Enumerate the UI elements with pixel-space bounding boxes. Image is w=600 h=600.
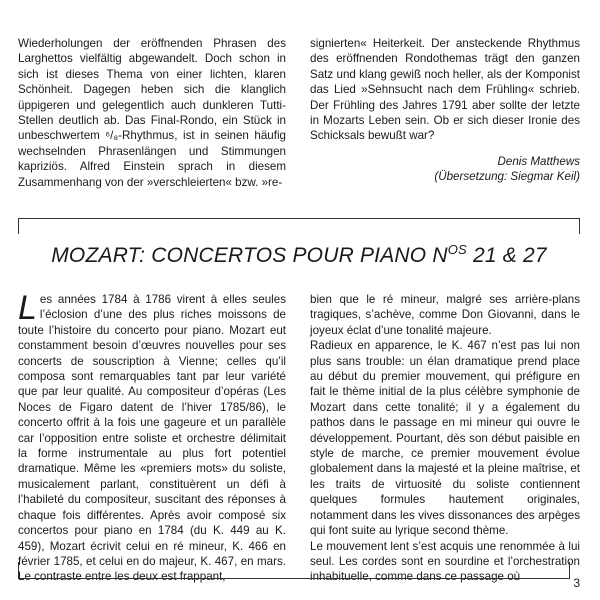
- rule-tick-bottom-right: [569, 562, 570, 578]
- french-paragraph-3: Le mouvement lent s’est acquis une renommée à lui seul. Les cordes sont en sourdine et l’orchestration inhabituelle, comme dans ce passage où: [310, 539, 580, 584]
- section-rule-bottom: [18, 578, 570, 579]
- section-title: [18, 242, 580, 268]
- german-column-left: [18, 36, 286, 190]
- title-numbers: 21 & 27: [466, 244, 547, 267]
- french-paragraph-2: Radieux en apparence, le K. 467 n’est pas lui non plus sans trouble: un élan dramatique prend place au début du premier mouvement, qui préfigure en fait le thème initial de la plus célèbre symphonie de Mozart dans cette tonalité; il y a également du pathos dans le passage en mi mineur qui ouvre le développement. Pourtant, dès son début paisible en style de marche, ce premier mouvement évolue globalement dans la majesté et la pleine maîtrise, et les traits de virtuosité du soliste contiennent quelques formules hautement originales, notamment dans les vives dissonances des arpèges qui font suite au lyrique second thème.: [310, 339, 580, 538]
- title-superscript: OS: [447, 242, 467, 257]
- french-text-left: es années 1784 à 1786 virent à elles seules l’éclosion d’une des plus riches moissons de toute l’histoire du concerto pour piano. Mozart eut constamment besoin d’œuvres nouvelles pour ses concerts de souscription à Vienne; celles qu’il composa sont remarquables tant par leur variété que par leur qualité. Au compositeur d’opéras (Les Noces de Figaro datent de l’hiver 1785/86), le concerto offrit à la fois une gageure et un parallèle car l’opposition entre soliste et orchestre délimitait la forme instrumentale au plus fort potentiel dramatique. Même les «premiers mots» du soliste, musicalement parlant, constituèrent un défi à l’habileté du compositeur, suscitant des réponses à chaque fois différentes. Après avoir composé six concertos pour piano en 1784 (du K. 449 au K. 459), Mozart écrivit celui en ré mineur, K. 466 en février 1785, et celui en do majeur, K. 467, en mars. Le contraste entre les deux est frappant,: [18, 293, 286, 584]
- french-column-left: [18, 289, 286, 585]
- drop-cap: L: [18, 289, 37, 327]
- french-column-right: [310, 292, 580, 585]
- german-text-right: signierten« Heiterkeit. Der ansteckende Rhythmus des eröffnenden Rondothemas trägt den ganzen Satz und klang gewiß noch heller, als der Komponist das Lied »Sehnsucht nach dem Frühling« schrieb. Der Frühling des Jahres 1791 aber sollte der letzte in Mozarts Leben sein. Ob er sich dieser Ironie des Schicksals bewußt war?: [310, 37, 580, 143]
- rule-tick-right: [579, 218, 580, 234]
- page-number: 3: [573, 576, 580, 590]
- rule-tick-bottom-left: [18, 562, 19, 578]
- section-rule-top: [18, 218, 580, 219]
- translation-credit: (Übersetzung: Siegmar Keil): [434, 170, 580, 184]
- french-paragraph-1: bien que le ré mineur, malgré ses arrière-plans tragiques, s’achève, comme Don Giovanni, dans le joyeux éclat d’une tonalité majeure.: [310, 293, 580, 337]
- rule-tick-left: [18, 218, 19, 234]
- german-text-left: Wiederholungen der eröffnenden Phrasen des Larghettos vielfältig abgewandelt. Doch schon in sich ist dieses Thema von einer lichten, klaren Schönheit. Dagegen heben sich die klanglich üppigeren und gelegentlich auch dunkleren Tutti-Stellen deutlich ab. Das Final-Rondo, ein Stück in unbeschwertem ⁶/₈-Rhythmus, ist in seinen häufig wechselnden Phrasenlängen und Stimmungen kapriziös. Alfred Einstein sprach in diesem Zusammenhang von der »verschleierten« bzw. »re-: [18, 37, 286, 189]
- title-main: MOZART: CONCERTOS POUR PIANO N: [51, 244, 448, 267]
- german-column-right: [310, 36, 580, 185]
- author-signature: Denis Matthews: [497, 154, 580, 168]
